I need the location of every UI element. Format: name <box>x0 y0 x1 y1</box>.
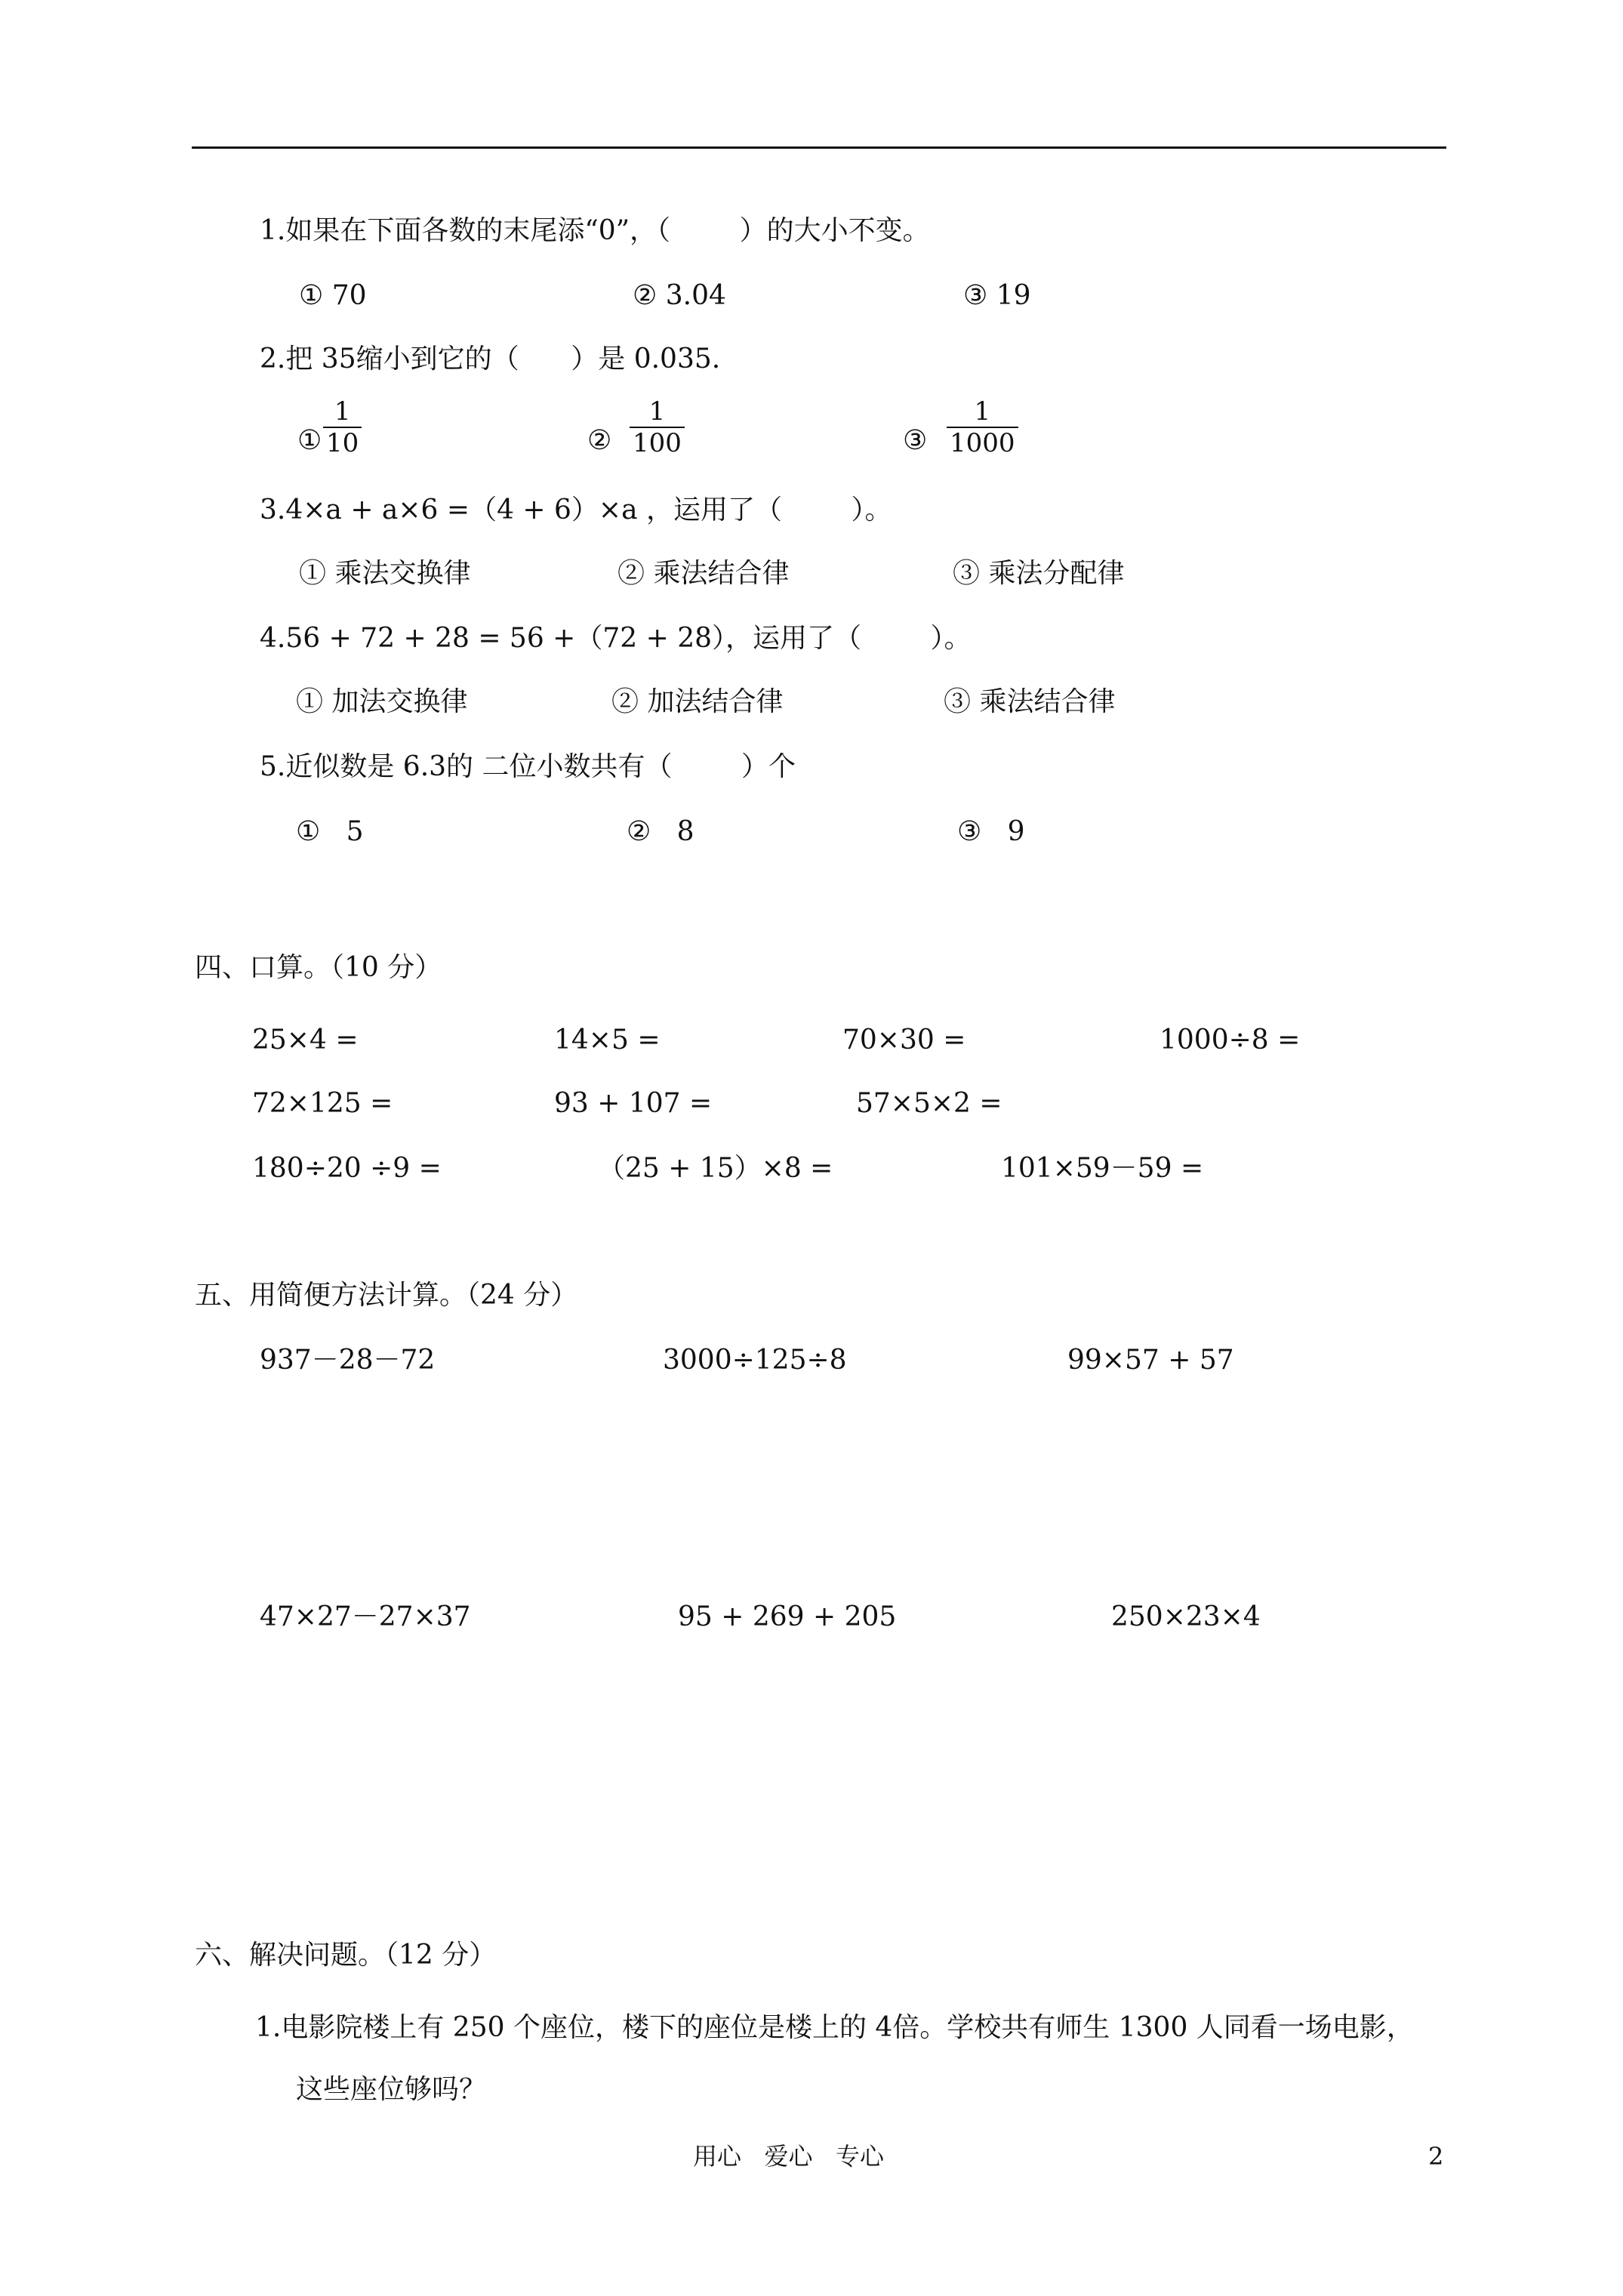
question-5-option-1: ① 5 <box>296 816 364 847</box>
simplify-calc-item: 937－28－72 <box>260 1345 436 1376</box>
question-4-option-1: ① 加法交换律 <box>296 686 468 717</box>
section-6-title: 六、解决问题。（12 分） <box>195 1940 497 1971</box>
question-2-option-1-fraction <box>323 396 362 458</box>
oral-calc-item: （25 + 15）×8 = <box>598 1153 833 1184</box>
section-5-title: 五、用简便方法计算。（24 分） <box>195 1280 578 1311</box>
question-1-option-1: ① 70 <box>299 280 367 311</box>
question-4-option-2: ② 加法结合律 <box>611 686 784 717</box>
oral-calc-item: 57×5×2 = <box>856 1088 1002 1119</box>
question-2-option-1-mark: ① <box>297 425 322 456</box>
oral-calc-item: 93 + 107 = <box>554 1088 713 1119</box>
question-3-option-3: ③ 乘法分配律 <box>953 558 1125 589</box>
question-2-option-2-fraction <box>630 396 685 458</box>
oral-calc-item: 14×5 = <box>554 1025 661 1056</box>
simplify-calc-item: 47×27－27×37 <box>260 1601 471 1632</box>
fraction-numerator: 1 <box>974 396 991 427</box>
fraction-numerator: 1 <box>648 396 666 427</box>
simplify-calc-item: 99×57 + 57 <box>1067 1345 1234 1376</box>
footer-motto: 用心 爱心 专心 <box>693 2142 885 2171</box>
fraction-denominator: 1000 <box>950 428 1015 458</box>
oral-calc-item: 72×125 = <box>252 1088 393 1119</box>
question-2-option-2-mark: ② <box>587 425 612 456</box>
question-1-option-2: ② 3.04 <box>633 280 726 311</box>
section-4-title: 四、口算。（10 分） <box>195 952 442 983</box>
header-rule <box>192 146 1446 149</box>
question-1-stem: 1.如果在下面各数的末尾添“0”，（ ）的大小不变。 <box>260 215 930 246</box>
oral-calc-item: 101×59－59 = <box>1001 1153 1204 1184</box>
question-5-option-2: ② 8 <box>627 816 694 847</box>
simplify-calc-item: 3000÷125÷8 <box>663 1345 847 1376</box>
question-2-option-3-mark: ③ <box>903 425 928 456</box>
simplify-calc-item: 250×23×4 <box>1111 1601 1261 1632</box>
fraction-denominator: 100 <box>633 428 682 458</box>
fraction-numerator: 1 <box>334 396 351 427</box>
question-4-option-3: ③ 乘法结合律 <box>944 686 1116 717</box>
question-5-option-3: ③ 9 <box>957 816 1025 847</box>
fraction-denominator: 10 <box>326 428 359 458</box>
question-1-option-3: ③ 19 <box>963 280 1031 311</box>
question-3-stem: 3.4×a + a×6 =（4 + 6）×a ，运用了（ ）。 <box>260 495 892 525</box>
oral-calc-item: 70×30 = <box>842 1025 966 1056</box>
oral-calc-item: 1000÷8 = <box>1160 1025 1301 1056</box>
question-2-stem: 2.把 35缩小到它的（ ）是 0.035. <box>260 344 721 374</box>
question-4-stem: 4.56 + 72 + 28 = 56 +（72 + 28），运用了（ ）。 <box>260 623 972 654</box>
question-3-option-1: ① 乘法交换律 <box>299 558 471 589</box>
page-number: 2 <box>1428 2142 1444 2171</box>
oral-calc-item: 25×4 = <box>252 1025 359 1056</box>
question-5-stem: 5.近似数是 6.3的 二位小数共有（ ）个 <box>260 751 796 782</box>
simplify-calc-item: 95 + 269 + 205 <box>678 1601 897 1632</box>
question-2-option-3-fraction <box>947 396 1018 458</box>
problem-1-line-2: 这些座位够吗？ <box>296 2074 487 2105</box>
oral-calc-item: 180÷20 ÷9 = <box>252 1153 442 1184</box>
problem-1-line-1: 1.电影院楼上有 250 个座位，楼下的座位是楼上的 4倍。学校共有师生 1300 人同看一场电影， <box>255 2012 1414 2043</box>
question-3-option-2: ② 乘法结合律 <box>617 558 790 589</box>
